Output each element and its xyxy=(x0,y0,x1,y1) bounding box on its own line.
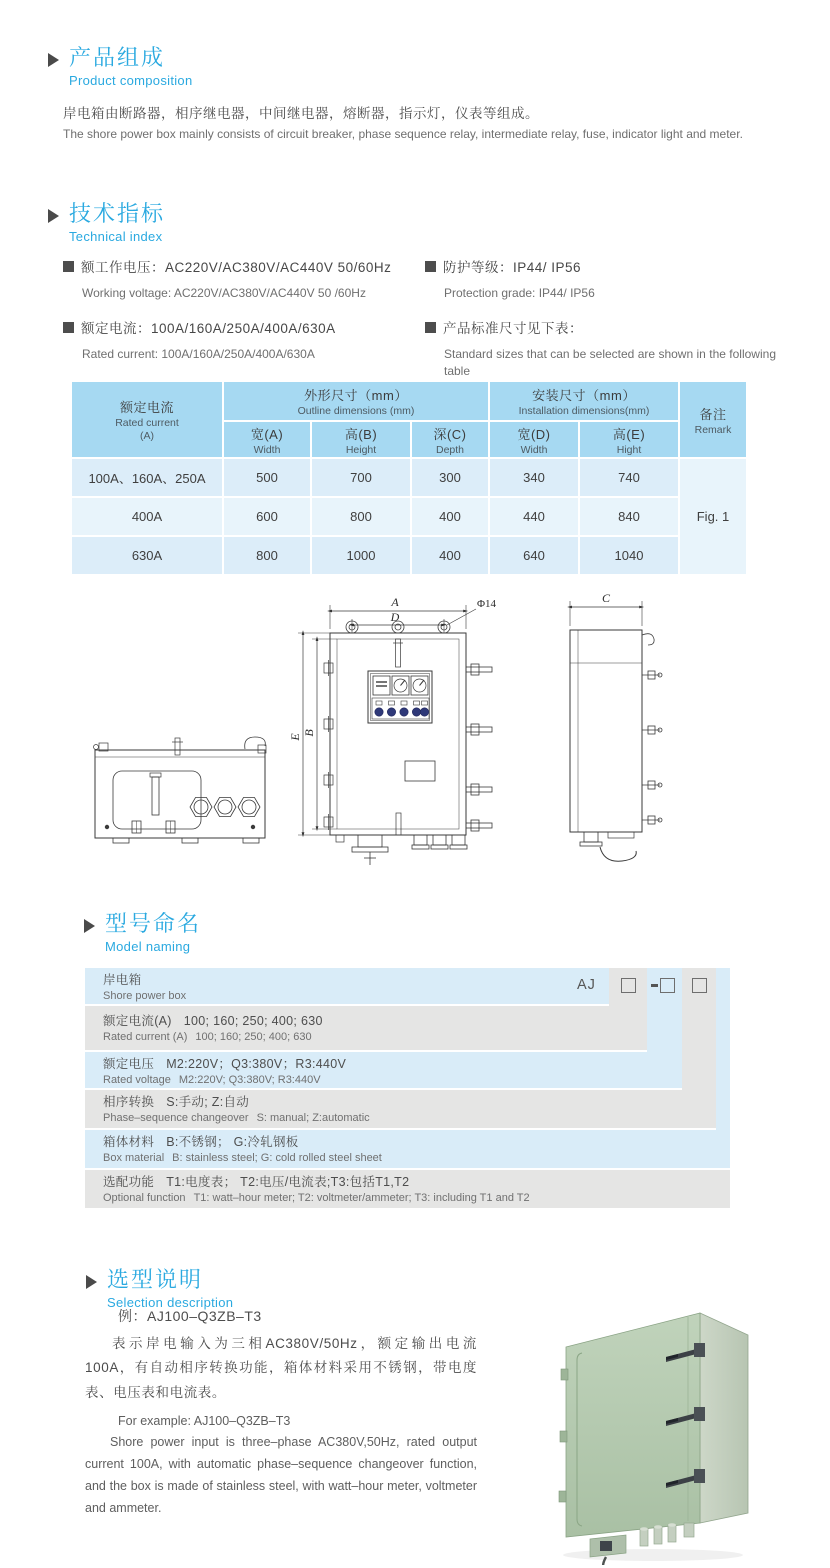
cell-depth: 400 xyxy=(412,537,488,574)
spec-label-cn: 额工作电压：AC220V/AC380V/AC440V 50/60Hz xyxy=(81,260,392,275)
square-bullet-icon xyxy=(425,322,436,333)
spec-column-right xyxy=(425,256,776,395)
dim-label-e: E xyxy=(288,733,302,741)
selection-body-cn: 表示岸电输入为三相AC380V/50Hz，额定输出电流100A，有自动相序转换功能，箱体材料采用不锈钢，带电度表、电压表和电流表。 xyxy=(85,1336,477,1400)
selection-title-cn: 选型说明 xyxy=(107,1267,204,1292)
naming-row-optional: 选配功能 T1:电度表； T2:电压/电流表;T3:包括T1,T2 Optional function T1: watt–hour meter; T2: voltmeter/ammeter; T3: including T1 and T2 xyxy=(85,1170,730,1208)
dim-label-b: B xyxy=(302,729,316,737)
selection-example-cn: 例：AJ100–Q3ZB–T3 xyxy=(118,1308,262,1324)
naming-title-en: Model naming xyxy=(105,939,191,955)
cell-remark: Fig. 1 xyxy=(680,459,746,574)
spec-item xyxy=(425,256,765,302)
square-bullet-icon xyxy=(63,322,74,333)
subheader-depth-c: 深(C) Depth xyxy=(412,422,488,457)
naming-row-product: 岸电箱 Shore power box xyxy=(85,968,609,1004)
naming-row-phase: 相序转换 S:手动; Z:自动 Phase–sequence changeover S: manual; Z:automatic xyxy=(85,1090,716,1128)
cell-inst-width: 340 xyxy=(490,459,578,496)
spec-item xyxy=(63,256,413,302)
composition-title-cn: 产品组成 xyxy=(69,45,166,70)
cell-inst-width: 640 xyxy=(490,537,578,574)
cell-width: 500 xyxy=(224,459,310,496)
triangle-bullet-icon xyxy=(48,209,59,223)
dim-label-c: C xyxy=(601,591,611,605)
square-bullet-icon xyxy=(425,261,436,272)
composition-body-cn: 岸电箱由断路器，相序继电器，中间继电器，熔断器，指示灯，仪表等组成。 xyxy=(63,106,539,121)
size-table xyxy=(70,380,748,576)
cell-current: 100A、160A、250A xyxy=(72,459,222,496)
model-code-prefix: AJ xyxy=(577,977,596,993)
technical-title-en: Technical index xyxy=(69,229,163,245)
table-row xyxy=(72,498,746,535)
code-box-current xyxy=(621,978,636,993)
spec-label-en: Rated current: 100A/160A/250A/400A/630A xyxy=(82,347,315,361)
subheader-width-a: 宽(A) Width xyxy=(224,422,310,457)
technical-title-cn: 技术指标 xyxy=(69,201,166,226)
dim-label-d: D xyxy=(390,610,400,624)
header-remark: 备注 Remark xyxy=(680,382,746,457)
cell-inst-height: 740 xyxy=(580,459,678,496)
spec-label-en: Protection grade: IP44/ IP56 xyxy=(444,286,595,300)
cell-inst-width: 440 xyxy=(490,498,578,535)
code-dash xyxy=(651,984,658,987)
naming-row-voltage: 额定电压 M2:220V；Q3:380V；R3:440V Rated voltage M2:220V; Q3:380V; R3:440V xyxy=(85,1052,682,1088)
dim-label-phi14: Φ14 xyxy=(477,598,497,610)
selection-example-en: For example: AJ100–Q3ZB–T3 xyxy=(118,1413,291,1428)
triangle-bullet-icon xyxy=(86,1275,97,1289)
cell-width: 600 xyxy=(224,498,310,535)
cell-inst-height: 840 xyxy=(580,498,678,535)
spec-item xyxy=(425,317,776,380)
spec-label-cn: 产品标准尺寸见下表： xyxy=(443,321,583,336)
naming-row-material: 箱体材料 B:不锈钢； G:冷轧钢板 Box material B: stainless steel; G: cold rolled steel sheet xyxy=(85,1130,730,1168)
cell-height: 1000 xyxy=(312,537,410,574)
triangle-bullet-icon xyxy=(84,919,95,933)
naming-code-column xyxy=(716,968,730,1130)
spec-label-cn: 额定电流：100A/160A/250A/400A/630A xyxy=(81,321,336,336)
dim-label-a: A xyxy=(391,595,399,609)
spec-label-en: Working voltage: AC220V/AC380V/AC440V 50 /60Hz xyxy=(82,286,366,300)
cell-height: 800 xyxy=(312,498,410,535)
spec-item xyxy=(63,317,413,363)
cell-depth: 400 xyxy=(412,498,488,535)
code-box-voltage xyxy=(660,978,675,993)
cell-depth: 300 xyxy=(412,459,488,496)
square-bullet-icon xyxy=(63,261,74,272)
section-header-selection xyxy=(86,1268,233,1310)
triangle-bullet-icon xyxy=(48,53,59,67)
selection-title-en: Selection description xyxy=(107,1295,234,1311)
section-header-composition xyxy=(48,46,192,88)
cell-width: 800 xyxy=(224,537,310,574)
composition-title-en: Product composition xyxy=(69,73,193,89)
header-outline-dimensions: 外形尺寸（mm） Outline dimensions (mm) xyxy=(224,382,488,420)
cell-height: 700 xyxy=(312,459,410,496)
table-row xyxy=(72,537,746,574)
subheader-height-b: 高(B) Height xyxy=(312,422,410,457)
cell-current: 400A xyxy=(72,498,222,535)
section-header-technical xyxy=(48,202,165,244)
naming-title-cn: 型号命名 xyxy=(105,911,202,936)
code-box-option xyxy=(692,978,707,993)
header-installation-dimensions: 安装尺寸（mm） Installation dimensions(mm) xyxy=(490,382,678,420)
subheader-height-e: 高(E) Hight xyxy=(580,422,678,457)
cell-current: 630A xyxy=(72,537,222,574)
naming-row-current: 额定电流(A) 100; 160; 250; 400; 630 Rated current (A) 100; 160; 250; 400; 630 xyxy=(85,1006,647,1050)
selection-body-en: Shore power input is three–phase AC380V,50Hz, rated output current 100A, with automatic phase–sequence changeover function, and the box is made of stainless steel, with watt–hour meter, voltmeter and ammeter. xyxy=(85,1434,477,1515)
section-header-naming xyxy=(84,912,201,954)
spec-label-cn: 防护等级：IP44/ IP56 xyxy=(443,260,582,275)
product-photo xyxy=(548,1295,810,1565)
cell-inst-height: 1040 xyxy=(580,537,678,574)
spec-column-left xyxy=(63,256,413,378)
selection-text xyxy=(85,1306,477,1519)
header-rated-current: 额定电流 Rated current (A) xyxy=(72,382,222,457)
composition-body-en: The shore power box mainly consists of circuit breaker, phase sequence relay, intermediate relay, fuse, indicator light and meter. xyxy=(63,127,743,141)
spec-label-en: Standard sizes that can be selected are shown in the following table xyxy=(444,347,776,378)
technical-drawing-figure xyxy=(0,575,830,895)
subheader-width-d: 宽(D) Width xyxy=(490,422,578,457)
table-row xyxy=(72,459,746,496)
model-naming-table xyxy=(85,968,730,1208)
